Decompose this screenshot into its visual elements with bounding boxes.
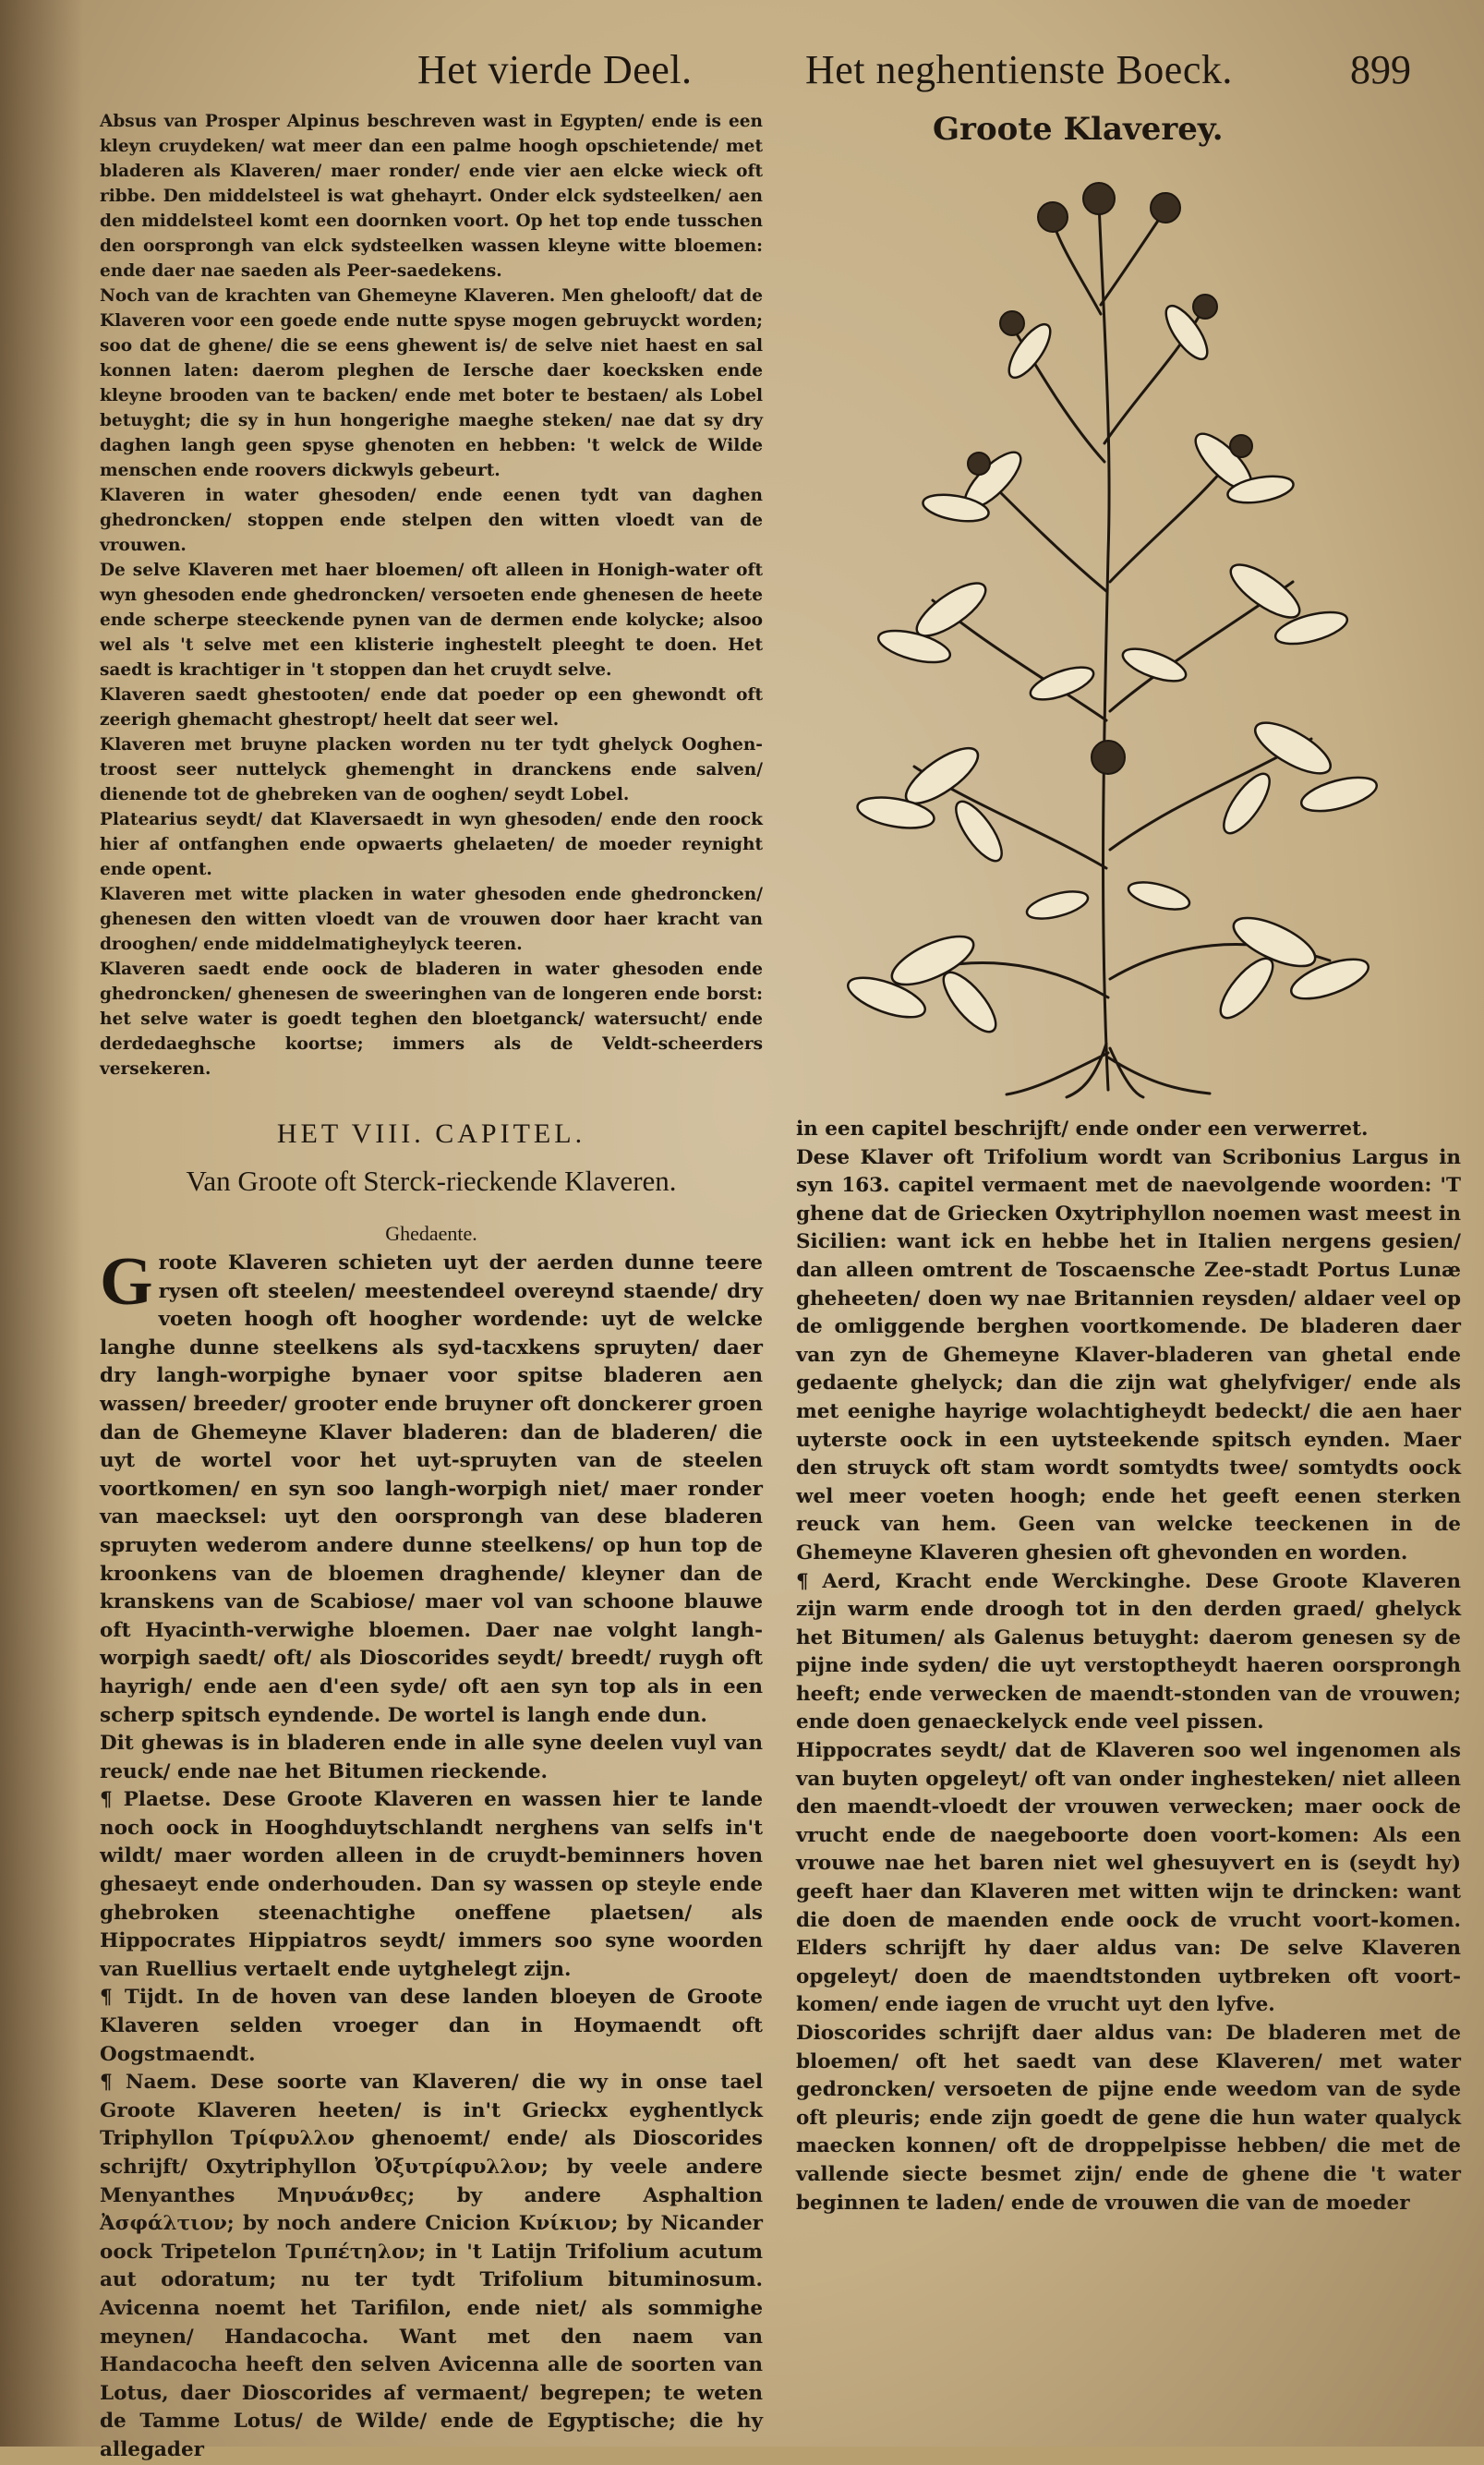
page-header	[0, 35, 1484, 109]
paragraph: De selve Klaveren met haer bloemen/ oft alleen in Honigh-water oft wyn ghesoden ende ghedroncken/ versoeten ende ghenesen de heete ende scherpe steeckende pynen van de dermen ende kolycke; alsoo wel als 't selve met een klisterie inghestelt pleeght te doen. Het saedt is krachtiger in 't stoppen dan het cruydt selve.	[100, 561, 763, 680]
paragraph	[100, 1244, 763, 1730]
right-column	[796, 1116, 1461, 2217]
plant-woodcut-illustration	[831, 166, 1385, 1099]
section-heading: Ghedaente.	[385, 1222, 477, 1245]
chapter-subtitle: Van Groote oft Sterck-rieckende Klaveren.	[186, 1165, 677, 1197]
paragraph: ¶ Tijdt. In de hoven van dese landen bloeyen de Groote Klaveren selden vroeger dan in Hoymaendt oft Oogstmaendt.	[100, 1986, 763, 2066]
paragraph: ¶ Naem. Dese soorte van Klaveren/ die wy in onse tael Groote Klaveren heeten/ is in't Grieckx eyghentlyck Triphyllon Τρίφυλλον ghenoemt/ ende/ als Dioscorides schrijft/ Oxytriphyllon Ὀξυτρίφυλλον; by veele andere Menyanthes Μηνυάνθες; by andere Asphaltion Ἀσφάλτιον; by noch andere Cnicion Κνίκιον; by Nicander oock Tripetelon Τριπέτηλον; in 't Latijn Trifolium acutum aut odoratum; nu ter tydt Trifolium bituminosum. Avicenna noemt het Tarifilon, ende niet/ als sommighe meynen/ Handacocha. Want met den naem van Handacocha heeft den selven Avicenna alle de soorten van Lotus, daer Dioscorides af vermaent/ begrepen; te weten de Tamme Lotus/ de Wilde/ ende de Egyptische; die hy allegader	[100, 2071, 763, 2461]
spine-shadow	[0, 0, 83, 2447]
paragraph: Dese Klaver oft Trifolium wordt van Scribonius Largus in syn 163. capitel vermaent met de naevolgende woorden: 'T ghene dat de Griecken Oxytriphyllon noemen wast meest in Sicilien: want ick en hebbe het in Italien nergens gesien/ dan alleen omtrent de Toscaensche Zee-stadt Portus Lunæ gheheeten/ doen wy nae Britannien reysden/ aldaer veel op de omliggende berghen voortkomende. De bladeren daer van zyn de Ghemeyne Klaver-bladeren van ghetal ende gedaente ghelyck; dan die zijn wat ghelyfviger/ ende als met eenighe hayrige wolachtigheydt bedeckt/ die aen haer uyterste oock in een uytsteekende spitsch eynden. Maer den struyck oft stam wordt somtydts twee/ somtydts oock wel meer voeten hoogh; ende het geeft eenen sterken reuck van hem. Geen van welcke teeckenen in de Ghemeyne Klaveren ghesien oft ghevonden en worden.	[796, 1145, 1461, 1565]
paragraph: Klaveren met witte placken in water ghesoden ende ghedroncken/ ghenesen den witten vloedt van de vrouwen door haer kracht van drooghen/ ende middelmatigheylyck teeren.	[100, 885, 763, 954]
paragraph: Absus van Prosper Alpinus beschreven wast in Egypten/ ende is een kleyn cruydeken/ wat meer dan een palme hoogh opschietende/ met bladeren als Klaveren/ maer ronder/ ende vier aen elcke wieck oft ribbe. Den middelsteel is wat ghehayrt. Onder elck sydsteelken/ aen den middelsteel komt een doornken voort. Op het top ende tusschen den oorsprongh van elck sydsteelken wassen kleyne witte bloemen: ende daer nae saeden als Peer-saedekens.	[100, 112, 763, 281]
running-head-right: Het neghentienste Boeck.	[805, 47, 1233, 92]
chapter-heading: HET VIII. CAPITEL.	[276, 1118, 586, 1149]
paragraph: Dit ghewas is in bladeren ende in alle syne deelen vuyl van reuck/ ende nae het Bitumen rieckende.	[100, 1732, 763, 1783]
chapter-body-left	[100, 1244, 763, 2465]
paragraph: Hippocrates seydt/ dat de Klaveren soo wel ingenomen als van buyten opgeleyt/ oft van onder inghesteken/ niet alleen den maendt-vloedt der vrouwen verwecken; maer oock de vrucht ende de naegeboorte doen voort-komen: Als een vrouwe nae het baren niet wel ghesuyvert en is (seydt hy) geeft haer dan Klaveren met witten wijn te drincken: want die doen de maenden ende oock de vrucht voort-komen. Elders schrijft hy daer aldus van: De selve Klaveren opgeleyt/ doen de maendtstonden uytbreken oft voort-komen/ ende iagen de vrucht uyt den lyfve.	[796, 1739, 1461, 2017]
paragraph-text: roote Klaveren schieten uyt der aerden dunne teere rysen oft steelen/ meestendeel overeynd staende/ dry voeten hoogh oft hoogher wordende: uyt de welcke langhe dunne steelkens als syd-tacxkens spruyten/ daer dry langh-worpighe bynaer voor spitse bladeren aen wassen/ breeder/ grooter ende bruyner oft donckerer groen dan de Ghemeyne Klaver bladeren: dan de bladeren/ die uyt de wortel voor het uyt-spruyten van de steelen voortkomen/ en syn soo langh-worpigh niet/ maer ronder van maecksel: uyt den oorsprongh van dese bladeren spruyten wederom andere dunne steelkens/ op hun top de kroonkens van de bloemen draghende/ kleyner dan de kranskens van de Scabiose/ maer vol van schoone blauwe oft Hyacinth-verwighe bloemen. Daer nae volght langh-worpigh saedt/ oft/ als Dioscorides seydt/ breedt/ ruygh oft hayrigh/ ende aen d'een syde/ oft aen syn top als in een scherp spitsch eyndende. De wortel is langh ende dun.	[100, 1251, 763, 1727]
running-head-left: Het vierde Deel.	[417, 47, 693, 92]
paragraph: Dioscorides schrijft daer aldus van: De bladeren met de bloemen/ oft het saedt van dese Klaveren/ met water gedroncken/ versoeten de pijne ende weedom van de syde oft pleuris; ende zijn goedt de gene die hun water qualyck maecken konnen/ oft de droppelpisse hebben/ die met de vallende siecte besmet zijn/ ende de ghene die 't water beginnen te laden/ ende de vrouwen die van de moeder	[796, 2022, 1461, 2215]
figure-title: Groote Klaverey.	[933, 111, 1224, 148]
left-top-text	[100, 109, 763, 1081]
page-number: 899	[1350, 47, 1411, 92]
paragraph: ¶ Aerd, Kracht ende Werckinghe. Dese Groote Klaveren zijn warm ende droogh tot in den derden graed/ ghelyck het Bitumen/ als Galenus betuyght: daerom genesen sy de pijne inde syden/ die uyt verstoptheydt haeren oorsprongh heeft; ende verwecken de maendt-stonden van de vrouwen; ende doen genaeckelyck ende veel pissen.	[796, 1569, 1461, 1734]
paragraph: in een capitel beschrijft/ ende onder een verwerret.	[796, 1118, 1369, 1141]
paragraph: ¶ Plaetse. Dese Groote Klaveren en wassen hier te lande noch oock in Hooghduytschlandt nerghens van selfs in't wildt/ maer worden alleen in de cruydt-beminners hoven ghesaeyt ende onderhouden. Dan sy wassen op steyle ende ghebroken steenachtighe oneffene plaetsen/ als Hippocrates Hippiatros seydt/ immers soo syne woorden van Ruellius vertaelt ende uytghelegt zijn.	[100, 1788, 763, 1981]
paragraph: Klaveren met bruyne placken worden nu ter tydt ghelyck Ooghen-troost seer nuttelyck ghemenght in dranckens ende salven/ dienende tot de ghebreken van de ooghen/ seydt Lobel.	[100, 735, 763, 804]
left-column	[100, 109, 763, 2465]
paragraph: Platearius seydt/ dat Klaversaedt in wyn ghesoden/ ende den roock hier af ontfanghen ende opwaerts ghelaeten/ de moeder reynight ende opent.	[100, 810, 763, 879]
paragraph: Noch van de krachten van Ghemeyne Klaveren. Men ghelooft/ dat de Klaveren voor een goede ende nutte spyse mogen gebruyckt worden; soo dat de ghene/ die se eens ghewent is/ de selve niet haest en sal konnen laten: daerom pleghen de Iersche daer koecksken ende kleyne brooden van te backen/ ende met boter te bestaen/ als Lobel betuyght; die sy in hun hongerighe maeghe steken/ nae dat sy dry daghen langh geen spyse ghenoten en hebben: 't welck de Wilde menschen ende roovers dickwyls gebeurt.	[100, 286, 763, 480]
paragraph: Klaveren in water ghesoden/ ende eenen tydt van daghen ghedroncken/ stoppen ende stelpen den witten vloedt van de vrouwen.	[100, 486, 763, 555]
paragraph: Klaveren saedt ende oock de bladeren in water ghesoden ende ghedroncken/ ghenesen de sweeringhen van de longeren ende borst: het selve water is goedt teghen den bloetganck/ watersucht/ ende derdedaeghsche koortse; immers als de Veldt-scheerders versekeren.	[100, 960, 763, 1079]
drop-cap: G	[100, 1244, 153, 1320]
paragraph: Klaveren saedt ghestooten/ ende dat poeder op een ghewondt oft zeerigh ghemacht ghestropt/ heelt dat seer wel.	[100, 685, 763, 730]
